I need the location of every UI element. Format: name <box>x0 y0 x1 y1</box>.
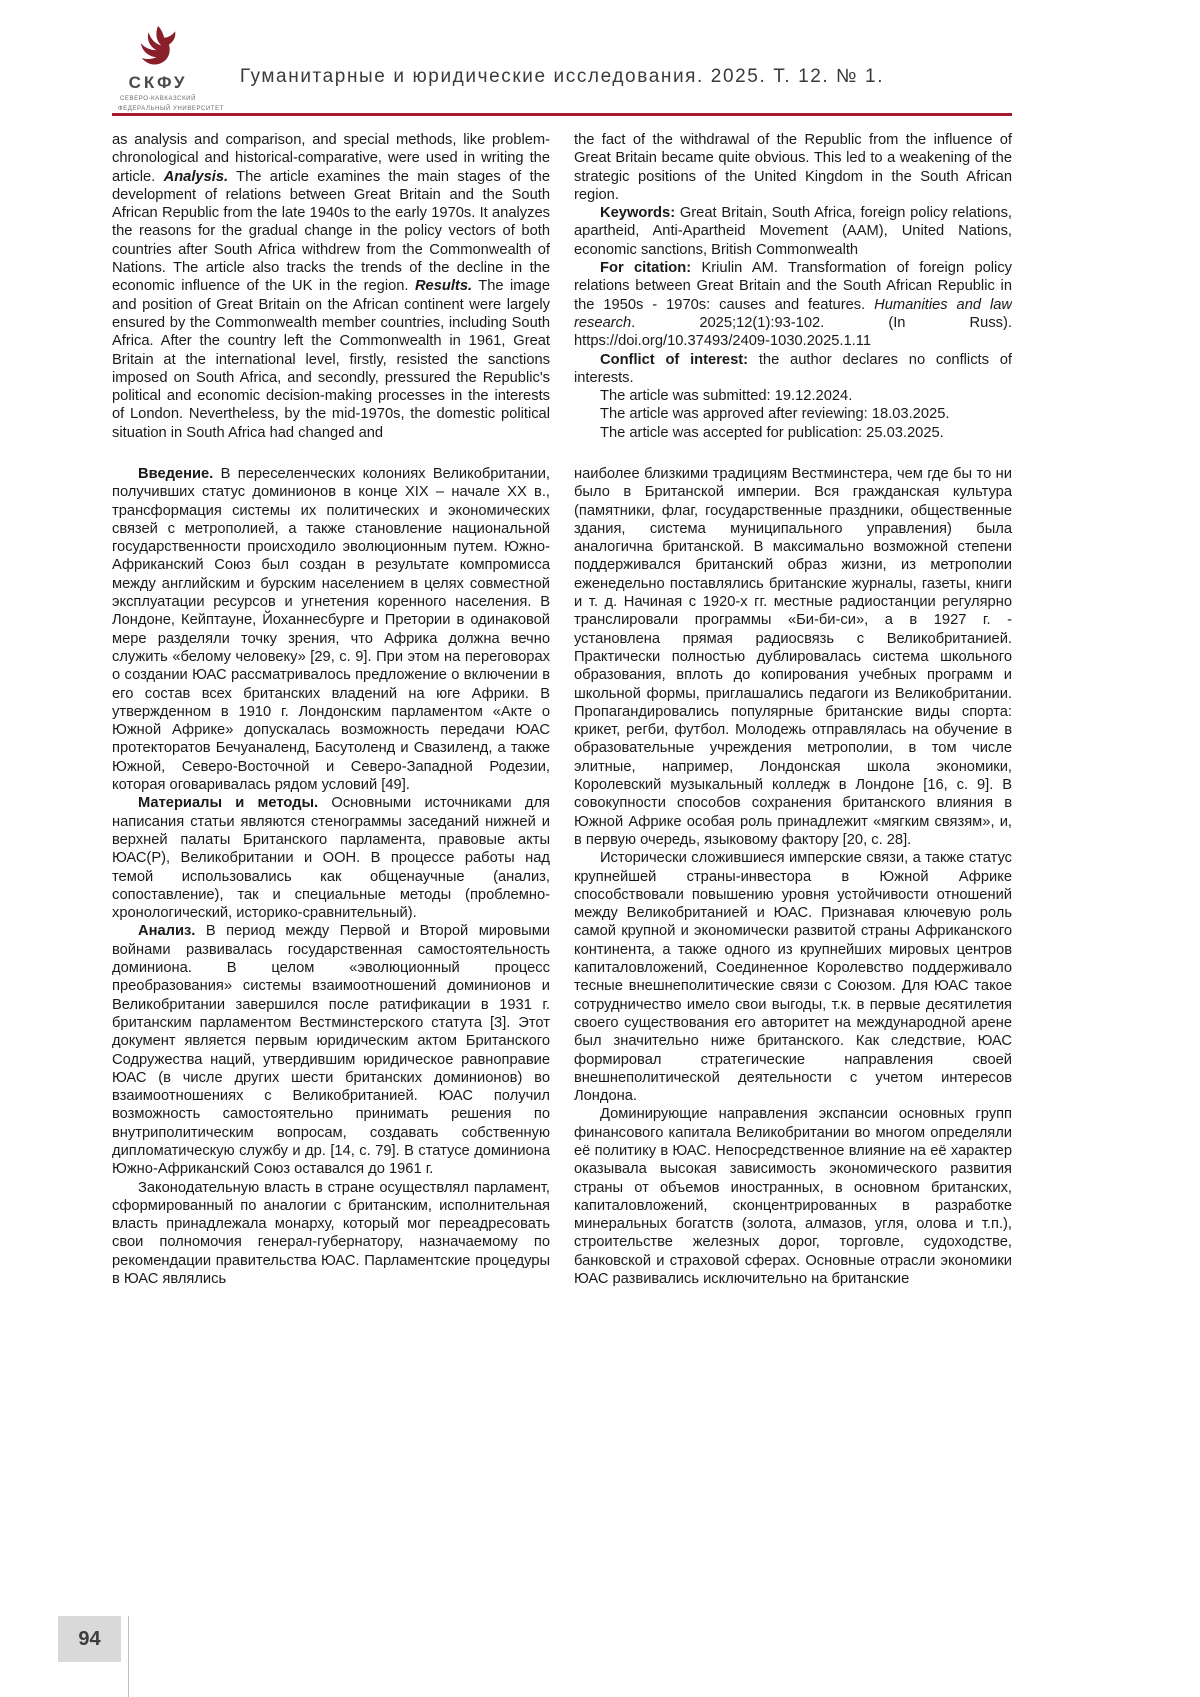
body-ru-right <box>574 465 1012 1288</box>
paragraph: Материалы и методы. Основными источниками для написания статьи являются стенограммы заседаний нижней и верхней палаты Британского парламента, правовые акты ЮАС(Р), Великобритании и ООН. В процессе работы над темой использовались как общенаучные (анализ, сопоставление), так и специальные методы (проблемно-хронологический, историко-сравнительный). <box>112 795 550 922</box>
page-number-box <box>58 1616 121 1662</box>
article-content <box>112 131 1012 1288</box>
left-column <box>112 131 550 1288</box>
journal-title: Гуманитарные и юридические исследования. 2025. Т. 12. № 1. <box>239 66 885 87</box>
paragraph: Исторически сложившиеся имперские связи, а также статус крупнейшей страны-инвестора в Южной Африке способствовали повышению уровня устойчивости отношений между Великобританией и ЮАС. Признавая ключевую роль самой крупной и экономически развитой страны Африканского континента, а также одного из крупнейших мировых центров капиталовложений, Соединенное Королевство поддерживало тесные внешнеполитические связи с Союзом. Для ЮАС такое сотрудничество имело свои выгоды, т.к. в первые десятилетия своего существования его авторитет на международной арене был значительно ниже британского. Как следствие, ЮАС формировал стратегические направления своей внешнеполитической деятельности с учетом интересов Лондона. <box>574 850 1012 1105</box>
paragraph: The article was accepted for publication: 25.03.2025. <box>600 424 944 441</box>
page-number: 94 <box>78 1627 101 1650</box>
abstract-en-right <box>574 131 1012 465</box>
paragraph: as analysis and comparison, and special methods, like problem-chronological and historical-comparative, were used in writing the article. Analysis. The article examines the main stages of the development of relations between Great Britain and the South African Republic from the late 1940s to the early 1970s. It analyzes the reasons for the gradual change in the policy vectors of both countries after South Africa withdrew from the Commonwealth of Nations. The article also tracks the trends of the decline in the economic influence of the UK in the region. Results. The image and position of Great Britain on the African continent were largely ensured by the Commonwealth member countries, including South Africa. After the country left the Commonwealth in 1961, Great Britain at the international level, firstly, resisted the sanctions imposed on South Africa, and secondly, pressured the Republic's political and economic decision-making processes in the interests of London. Nevertheless, by the mid-1970s, the domestic political situation in South Africa had changed and <box>112 132 550 441</box>
paragraph: Введение. В переселенческих колониях Великобритании, получивших статус доминионов в конце XIX – начале XX в., трансформация системы их политических и экономических связей с метрополией, а также становление национальной государственности происходило эволюционным путем. Южно-Африканский Союз был создан в результате компромисса между английским и бурским населением в целях совместной эксплуатации ресурсов и угнетения коренного населения. В Лондоне, Кейптауне, Йоханнесбурге и Претории в одинаковой мере разделяли точку зрения, что Африка должна вечно служить «белому человеку» [29, с. 9]. При этом на переговорах о создании ЮАС рассматривалось предложение о включении в его состав всех британских владений на юге Африки. В утвержденном в 1910 г. Лондонским парламентом «Акте о Южной Африке» допускалась возможность передачи ЮАС протекторатов Бечуаналенд, Басутоленд и Свазиленд, а также Южной, Северо-Восточной и Северо-Западной Родезии, которая оговаривалась рядом условий [49]. <box>112 466 550 794</box>
logo-bird-icon <box>118 22 198 72</box>
paragraph: Анализ. В период между Первой и Второй мировыми войнами развивалась государственная самостоятельность доминиона. В целом «эволюционный процесс преобразования» системы взаимоотношений доминионов и Великобритании завершился после ратификации в 1931 г. британским парламентом Вестминстерского статута [3]. Этот документ является первым юридическим актом Британского Содружества наций, утвердившим юридическое равноправие ЮАС (в числе других шести британских доминионов) во взаимоотношениях с Великобританией. ЮАС получил возможность самостоятельно принимать решения по внутриполитическим вопросам, создавать собственную дипломатическую службу и др. [14, с. 79]. В статусе доминиона Южно-Африканский Союз оставался до 1961 г. <box>112 923 550 1178</box>
paragraph: Keywords: Great Britain, South Africa, foreign policy relations, apartheid, Anti-Apartheid Movement (AAM), United Nations, economic sanctions, British Commonwealth <box>574 205 1012 258</box>
paragraph: Conflict of interest: the author declares no conflicts of interests. <box>574 351 1012 386</box>
paragraph: For citation: Kriulin AM. Transformation of foreign policy relations between Great Britain and the South African Republic in the 1950s - 1970s: causes and features. Humanities and law research. 2025;12(1):93-102. (In Russ). https://doi.org/10.37493/2409-1030.2025.1.11 <box>574 260 1012 350</box>
paragraph: наиболее близкими традициям Вестминстера, чем где бы то ни было в Британской империи. Вся гражданская культура (памятники, флаг, государственные праздники, общественные здания, система муниципального управления) была аналогична британской. В максимально возможной степени поддерживался британский образ жизни, из метрополии еженедельно поставлялись британские журналы, газеты, книги и т. д. Начиная с 1920-х гг. местные радиостанции регулярно транслировали программы «Би-би-си», а в 1927 г. - установлена прямая радиосвязь с Великобританией. Практически полностью дублировалась система школьного образования, вплоть до копирования учебных программ и школьной формы, приглашались педагоги из Великобритании. Пропагандировались популярные британские виды спорта: крикет, регби, футбол. Молодежь отправлялась на обучение в образовательные учреждения метрополии, в том числе элитные, например, Лондонская школа экономики, Королевский музыкальный колледж в Лондоне [16, с. 9]. В совокупности способов сохранения британского влияния в Южной Африке особая роль принадлежит «мягким связям», и, в первую очередь, языковому фактору [20, с. 28]. <box>574 466 1012 848</box>
paragraph: Законодательную власть в стране осуществлял парламент, сформированный по аналогии с британским, исполнительная власть принадлежала монарху, который мог переадресовать свои полномочия генерал-губернатору, назначаемому по рекомендации правительства ЮАС. Парламентские процедуры в ЮАС являлись <box>112 1179 550 1288</box>
footer-divider <box>128 1616 129 1697</box>
paragraph: The article was approved after reviewing: 18.03.2025. <box>600 406 950 423</box>
logo-subtitle-line2: ФЕДЕРАЛЬНЫЙ УНИВЕРСИТЕТ <box>118 106 225 112</box>
right-column <box>574 131 1012 1288</box>
body-ru-left <box>112 465 550 1288</box>
logo-acronym: СКФУ <box>128 73 188 92</box>
paragraph: The article was submitted: 19.12.2024. <box>600 388 853 405</box>
journal-header <box>112 0 1012 116</box>
paragraph: Доминирующие направления экспансии основных групп финансового капитала Великобритании во многом определяли её политику в ЮАС. Непосредственное влияние на её характер оказывала высокая зависимость экономического развития страны от объемов иностранных, в основном британских, капиталовложений, сконцентрированных в разработке минеральных богатств (золота, алмазов, угля, олова и т.п.), строительстве железных дорог, торговле, судоходстве, банковской и страховой сферах. Основные отрасли экономики ЮАС развивались исключительно на британские <box>574 1106 1012 1288</box>
paragraph: the fact of the withdrawal of the Republic from the influence of Great Britain became quite obvious. This led to a weakening of the strategic positions of the United Kingdom in the South African region. <box>574 132 1012 203</box>
logo-subtitle-line1: СЕВЕРО-КАВКАЗСКИЙ <box>119 96 196 102</box>
abstract-en-left <box>112 131 550 465</box>
two-column-layout <box>112 131 1012 1288</box>
